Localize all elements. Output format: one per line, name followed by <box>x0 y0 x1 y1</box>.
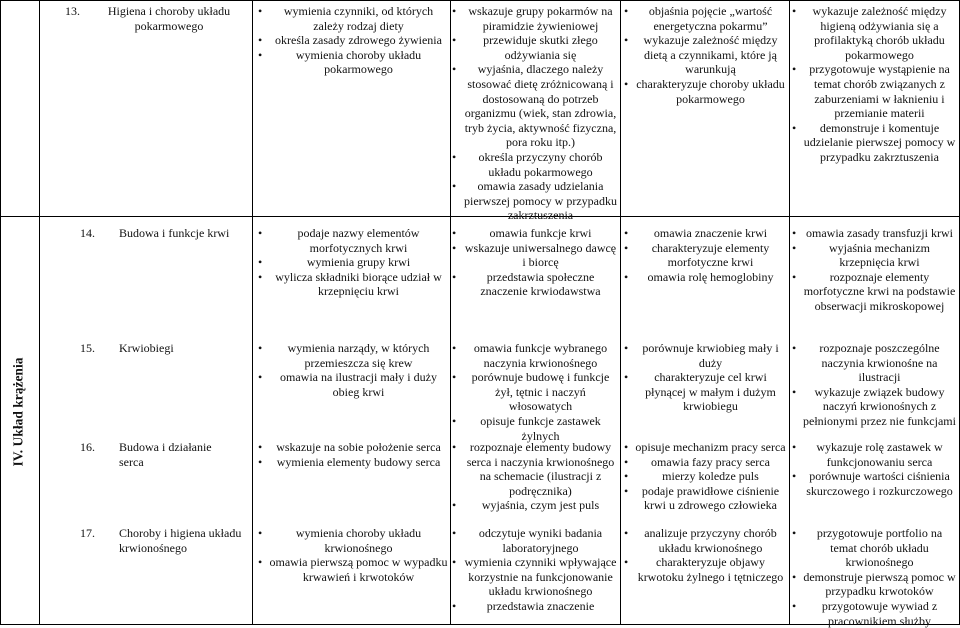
row-number: 17. <box>80 526 95 540</box>
list-item: • wyjaśnia mechanizm krzepnięcia krwi <box>792 241 956 270</box>
list-item: • wyjaśnia, czym jest puls <box>452 498 618 513</box>
col-good <box>624 440 786 513</box>
row-topic: Budowa i funkcje krwi <box>119 226 230 240</box>
list-item: • mierzy koledze puls <box>624 469 786 484</box>
col-extended <box>452 226 618 299</box>
list-item: • porównuje krwiobieg mały i duży <box>624 341 786 370</box>
row-topic: Choroby i higiena układu krwionośnego <box>119 526 242 555</box>
list-item: • przygotowuje wywiad z pracownikiem służby <box>792 599 956 628</box>
list-item: • wymienia choroby układu pokarmowego <box>258 48 448 77</box>
row-number: 15. <box>80 341 95 355</box>
col-basic <box>258 440 448 469</box>
list-item: • charakteryzuje cel krwi płynącej w małym i dużym krwiobiegu <box>624 370 786 414</box>
list-item: • porównuje wartości ciśnienia skurczowego i rozkurczowego <box>792 469 956 498</box>
col-extended <box>452 4 618 223</box>
list-item: • charakteryzuje elementy morfotyczne krwi <box>624 241 786 270</box>
list-item: • charakteryzuje choroby układu pokarmowego <box>624 77 786 106</box>
col-very-good <box>792 440 956 498</box>
col-good <box>624 526 786 584</box>
list-item: • określa przyczyny chorób układu pokarmowego <box>452 150 618 179</box>
list-item: • wymienia czynniki wpływające korzystnie na funkcjonowanie układu krwionośnego <box>452 555 618 599</box>
list-item: • omawia znaczenie krwi <box>624 226 786 241</box>
col-basic <box>258 526 448 584</box>
col-very-good <box>792 526 956 628</box>
list-item: • wykazuje rolę zastawek w funkcjonowaniu serca <box>792 440 956 469</box>
row-topic: Budowa i działanie serca <box>119 440 212 469</box>
list-item: • wykazuje związek budowy naczyń krwionośnych z pełnionymi przez nie funkcjami <box>792 385 956 429</box>
list-item: • demonstruje pierwszą pomoc w przypadku krwotoków <box>792 570 956 599</box>
list-item: • wskazuje uniwersalnego dawcę i biorcę <box>452 241 618 270</box>
list-item: • wymienia choroby układu krwionośnego <box>258 526 448 555</box>
list-item: • omawia zasady udzielania pierwszej pomocy w przypadku zakrztuszenia <box>452 179 618 223</box>
col-extended <box>452 341 618 443</box>
list-item: • omawia funkcje krwi <box>452 226 618 241</box>
list-item: • wykazuje zależność między higieną odżywiania się a profilaktyką chorób układu pokarmowego <box>792 4 956 62</box>
row-topic: Krwiobiegi <box>119 341 174 355</box>
col-very-good <box>792 4 956 165</box>
list-item: • porównuje budowę i funkcje żył, tętnic i naczyń włosowatych <box>452 370 618 414</box>
row-number: 16. <box>80 440 95 454</box>
list-item: • wykazuje zależność między dietą a czynnikami, które ją warunkują <box>624 33 786 77</box>
col-extended <box>452 526 618 614</box>
list-item: • analizuje przyczyny chorób układu krwionośnego <box>624 526 786 555</box>
list-item: • przewiduje skutki złego odżywiania się <box>452 33 618 62</box>
list-item: • przygotowuje wystąpienie na temat chorób związanych z zaburzeniami w łaknieniu i przemianie materii <box>792 62 956 120</box>
col-extended <box>452 440 618 513</box>
list-item: • wyjaśnia, dlaczego należy stosować dietę zróżnicowaną i dostosowaną do potrzeb organizmu (wiek, stan zdrowia, tryb życia, aktywność fizyczna, pora roku itp.) <box>452 62 618 150</box>
list-item: • przedstawia społeczne znaczenie krwiodawstwa <box>452 270 618 299</box>
list-item: • omawia rolę hemoglobiny <box>624 270 786 285</box>
list-item: • wymienia grupy krwi <box>258 255 448 270</box>
list-item: • wymienia narządy, w których przemieszcza się krew <box>258 341 448 370</box>
list-item: • omawia funkcje wybranego naczynia krwionośnego <box>452 341 618 370</box>
list-item: • objaśnia pojęcie „wartość energetyczna pokarmu” <box>624 4 786 33</box>
col-basic <box>258 4 448 77</box>
row-number: 13. <box>65 4 80 18</box>
list-item: • określa zasady zdrowego żywienia <box>258 33 448 48</box>
list-item: • podaje nazwy elementów morfotycznych krwi <box>258 226 448 255</box>
list-item: • wylicza składniki biorące udział w krzepnięciu krwi <box>258 270 448 299</box>
col-basic <box>258 226 448 299</box>
list-item: • omawia zasady transfuzji krwi <box>792 226 956 241</box>
list-item: • charakteryzuje objawy krwotoku żylnego i tętniczego <box>624 555 786 584</box>
col-very-good <box>792 226 956 314</box>
col-basic <box>258 341 448 399</box>
list-item: • przygotowuje portfolio na temat chorób układu krwionośnego <box>792 526 956 570</box>
list-item: • omawia pierwszą pomoc w wypadku krwawień i krwotoków <box>258 555 448 584</box>
col-good <box>624 4 786 106</box>
list-item: • przedstawia znaczenie <box>452 599 618 614</box>
row-topic: Higiena i choroby układu pokarmowego <box>107 4 231 33</box>
list-item: • podaje prawidłowe ciśnienie krwi u zdrowego człowieka <box>624 484 786 513</box>
list-item: • rozpoznaje elementy budowy serca i naczynia krwionośnego na schemacie (ilustracji z podręcznika) <box>452 440 618 498</box>
list-item: • omawia fazy pracy serca <box>624 455 786 470</box>
list-item: • wskazuje na sobie położenie serca <box>258 440 448 455</box>
list-item: • opisuje funkcje zastawek żylnych <box>452 414 618 443</box>
row-number: 14. <box>80 226 95 240</box>
list-item: • rozpoznaje poszczególne naczynia krwionośne na ilustracji <box>792 341 956 385</box>
col-good <box>624 341 786 414</box>
section-label: IV. Układ krążenia <box>10 357 26 467</box>
list-item: • demonstruje i komentuje udzielanie pierwszej pomocy w przypadku zakrztuszenia <box>792 121 956 165</box>
col-very-good <box>792 341 956 429</box>
list-item: • omawia na ilustracji mały i duży obieg krwi <box>258 370 448 399</box>
col-good <box>624 226 786 284</box>
list-item: • rozpoznaje elementy morfotyczne krwi na podstawie obserwacji mikroskopowej <box>792 270 956 314</box>
list-item: • odczytuje wyniki badania laboratoryjnego <box>452 526 618 555</box>
list-item: • opisuje mechanizm pracy serca <box>624 440 786 455</box>
list-item: • wymienia czynniki, od których zależy rodzaj diety <box>258 4 448 33</box>
list-item: • wskazuje grupy pokarmów na piramidzie żywieniowej <box>452 4 618 33</box>
list-item: • wymienia elementy budowy serca <box>258 455 448 470</box>
